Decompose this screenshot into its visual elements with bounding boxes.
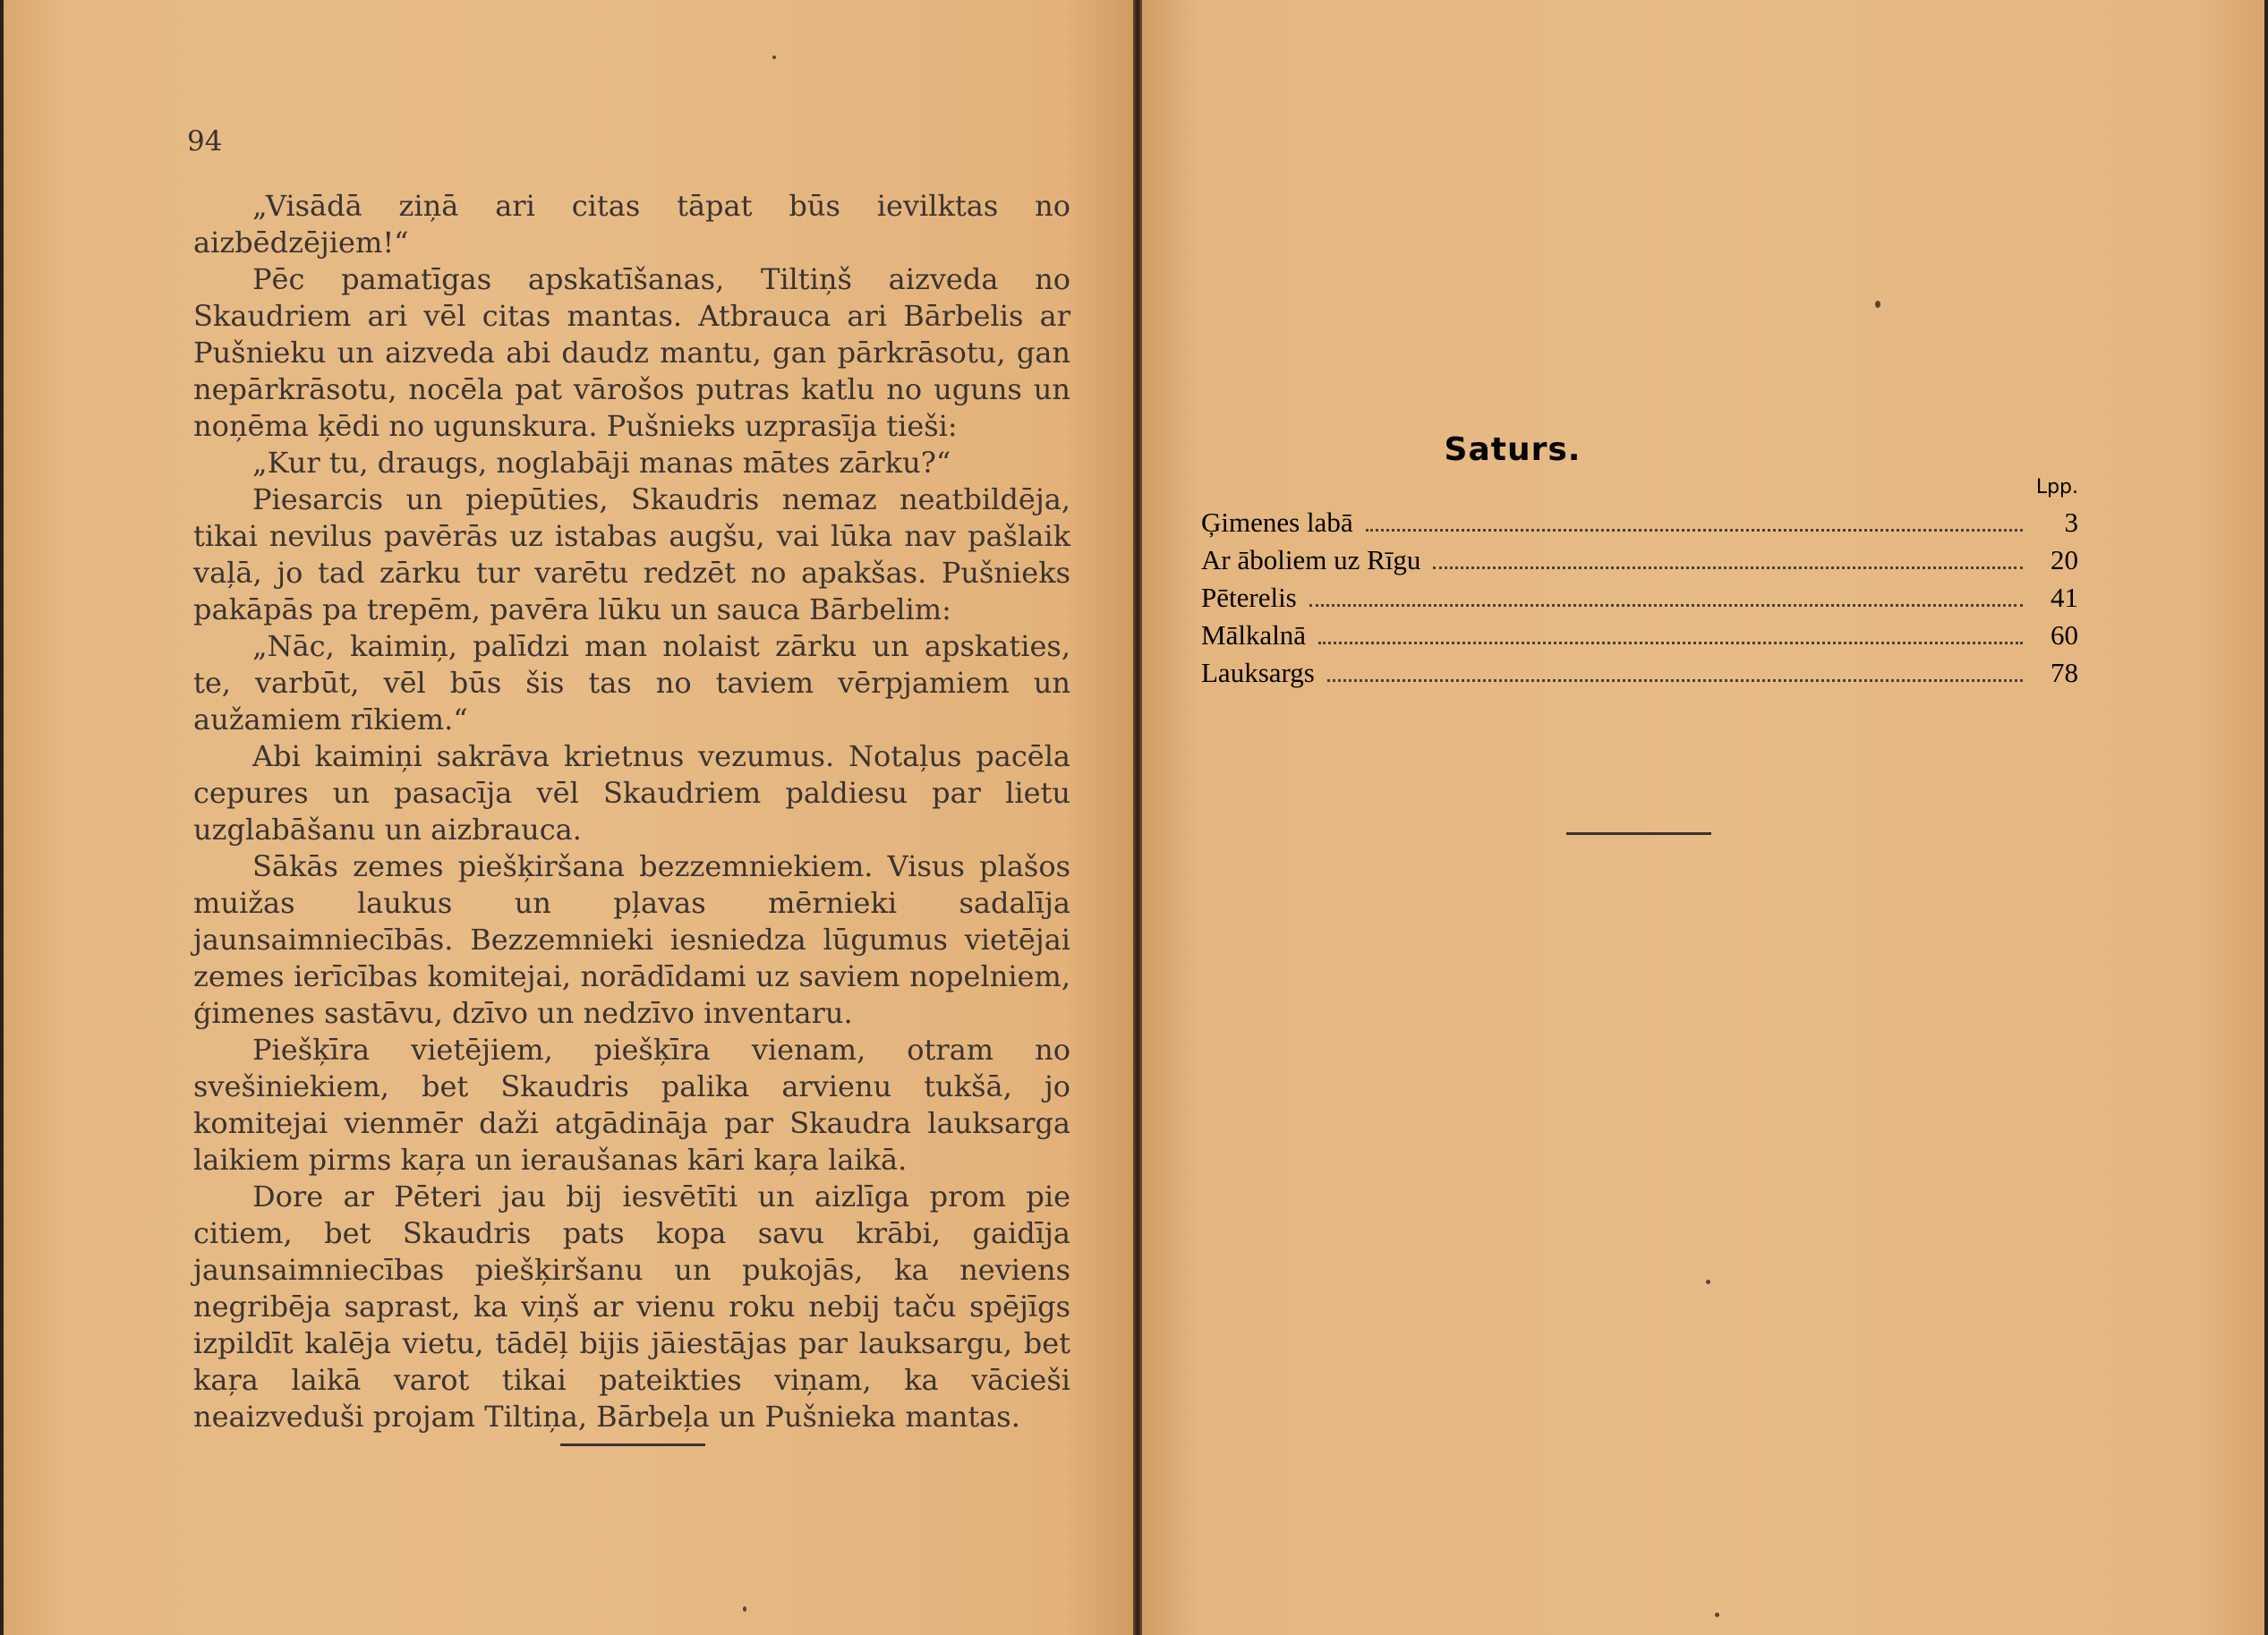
paper-speck xyxy=(743,1606,746,1612)
toc-title: Saturs. xyxy=(1444,431,1582,468)
paragraph: Dore ar Pēteri jau bij iesvētīti un aizlīga prom pie citiem, bet Skaudris pats kopa savu krābi, gaidīja jaunsaimniecības piešķiršanu un pukojās, ka neviens negribēja saprast, ka viņš ar vienu roku nebij taču spējīgs izpildīt kalēja vietu, tādēļ bijis jāiestājas par lauksargu, bet kaŗa laikā varot tikai pateikties viņam, ka vācieši neaizveduši projam Tiltiņa, Bārbeļa un Pušnieka mantas. xyxy=(193,1179,1070,1434)
paragraph: „Visādā ziņā ari citas tāpat būs ievilktas no aizbēdzējiem!“ xyxy=(193,189,1070,260)
paper-speck xyxy=(772,55,776,59)
leader-dots xyxy=(1327,678,2023,682)
book-gutter xyxy=(1133,0,1142,1635)
right-page xyxy=(1142,0,2264,1635)
paragraph: „Nāc, kaimiņ, palīdzi man nolaist zārku un apskaties, te, varbūt, vēl būs šis tas no taviem vērpjamiem un aužamiem rīkiem.“ xyxy=(193,629,1070,737)
left-page xyxy=(4,0,1133,1635)
table-of-contents xyxy=(1201,507,2078,694)
page-number: 94 xyxy=(187,125,223,158)
toc-entry-page: 78 xyxy=(2051,657,2078,688)
toc-entry-page: 20 xyxy=(2051,544,2078,575)
paragraph: Piešķīra vietējiem, piešķīra vienam, otram no svešiniekiem, bet Skaudris palika arvienu tukšā, jo komitejai vienmēr daži atgādināja par Skaudra lauksarga laikiem pirms kaŗa un ieraušanas kāri kaŗa laikā. xyxy=(193,1033,1070,1177)
leader-dots xyxy=(1366,528,2023,532)
toc-entry[interactable] xyxy=(1201,507,2078,544)
toc-entry-label: Ar āboliem uz Rīgu xyxy=(1201,544,1421,575)
paragraph: „Kur tu, draugs, noglabāji manas mātes zārku?“ xyxy=(252,446,951,480)
toc-entry[interactable] xyxy=(1201,657,2078,694)
toc-entry-label: Pēterelis xyxy=(1201,582,1297,613)
toc-entry-page: 41 xyxy=(2051,582,2078,613)
paragraph: Abi kaimiņi sakrāva krietnus vezumus. Notaļus pacēla cepures un pasacīja vēl Skaudriem paldiesu par lietu uzglabāšanu un aizbrauca. xyxy=(193,739,1070,847)
body-text xyxy=(193,188,1070,1435)
toc-end-rule xyxy=(1566,832,1711,835)
leader-dots xyxy=(1318,641,2023,644)
toc-page-column-label: Lpp. xyxy=(2035,476,2078,498)
toc-entry-label: Mālkalnā xyxy=(1201,619,1307,651)
toc-entry[interactable] xyxy=(1201,544,2078,582)
toc-entry[interactable] xyxy=(1201,582,2078,619)
toc-entry[interactable] xyxy=(1201,619,2078,657)
toc-entry-label: Ģimenes labā xyxy=(1201,507,1353,538)
section-end-rule xyxy=(560,1443,705,1446)
toc-entry-page: 60 xyxy=(2051,619,2078,651)
paper-speck xyxy=(1706,1280,1710,1284)
paragraph: Sākās zemes piešķiršana bezzemniekiem. Visus plašos muižas laukus un pļavas mērnieki sadalīja jaunsaimniecībās. Bezzemnieki iesniedza lūgumus vietējai zemes ierīcības komitejai, norādīdami uz saviem nopelniem, ģimenes sastāvu, dzīvo un nedzīvo inventaru. xyxy=(193,849,1070,1030)
leader-dots xyxy=(1433,566,2023,569)
leader-dots xyxy=(1309,603,2023,607)
paragraph: Piesarcis un piepūties, Skaudris nemaz neatbildēja, tikai nevilus pavērās uz istabas augšu, vai lūka nav pašlaik vaļā, jo tad zārku tur varētu redzēt no apakšas. Pušnieks pakāpās pa trepēm, pavēra lūku un sauca Bārbelim: xyxy=(193,482,1070,626)
toc-entry-page: 3 xyxy=(2064,507,2078,538)
paper-speck xyxy=(1875,301,1880,308)
paragraph: Pēc pamatīgas apskatīšanas, Tiltiņš aizveda no Skaudriem ari vēl citas mantas. Atbrauca ari Bārbelis ar Pušnieku un aizveda abi daudz mantu, gan pārkrāsotu, gan nepārkrāsotu, nocēla pat vārošos putras katlu no uguns un noņēma ķēdi no ugunskura. Pušnieks uzprasīja tieši: xyxy=(193,262,1070,443)
toc-entry-label: Lauksargs xyxy=(1201,657,1315,688)
paper-speck xyxy=(1715,1613,1719,1617)
